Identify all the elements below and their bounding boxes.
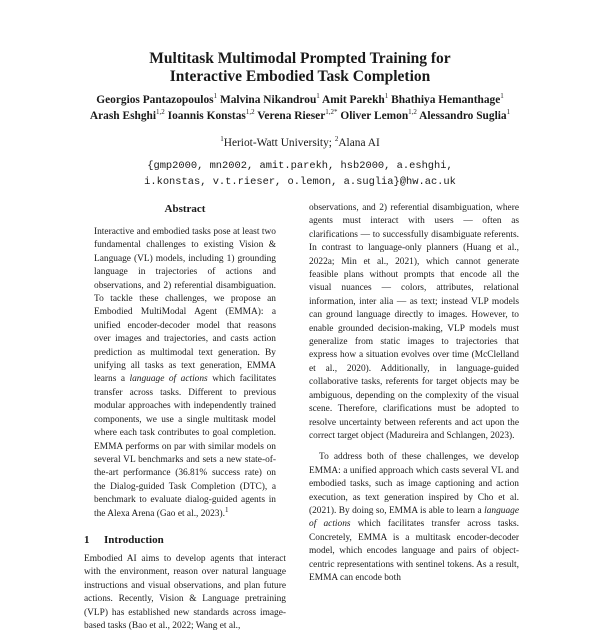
- section-number: 1: [84, 533, 90, 546]
- right-column: [309, 202, 519, 585]
- body-emphasis: language of actions: [309, 505, 519, 530]
- author-affil-mark: 1: [506, 108, 511, 117]
- affil-mark: 1: [220, 135, 224, 144]
- abstract-body: [94, 226, 276, 521]
- author-affil-mark: 1: [316, 92, 320, 101]
- email-block: [0, 158, 600, 190]
- body-text: which facilitates transfer across tasks. Concretely, EMMA is a multitask encoder-decoder model, which encodes language and pairs of object-centric representations with sentinel tokens. As a result, EMMA can encode both: [309, 519, 519, 583]
- author-affil-mark: 1,2: [245, 108, 255, 117]
- affiliations: [0, 136, 600, 150]
- author-name: Verena Rieser: [257, 110, 326, 122]
- email-line-2: i.konstas, v.t.rieser, o.lemon, a.suglia}@hw.ac.uk: [144, 176, 456, 188]
- affil-name: Alana AI: [338, 137, 380, 149]
- email-line-1: {gmp2000, mn2002, amit.parekh, hsb2000, a.eshghi,: [147, 160, 453, 172]
- body-paragraph: [309, 451, 519, 585]
- author-line-1: [0, 92, 600, 108]
- paper-title: [0, 50, 600, 86]
- author-line-2: [0, 108, 600, 124]
- author-list: [0, 92, 600, 124]
- author-name: Alessandro Suglia: [419, 110, 507, 122]
- author-name: Arash Eshghi: [89, 110, 157, 122]
- footnote-mark: 1: [224, 505, 229, 514]
- title-line-1: Multitask Multimodal Prompted Training for: [149, 50, 451, 67]
- author-affil-mark: 1: [500, 92, 504, 101]
- author-name: Ioannis Konstas: [167, 110, 246, 122]
- author-affil-mark: 1,2: [156, 108, 165, 117]
- author-affil-mark: 1: [213, 92, 218, 101]
- author-name: Amit Parekh: [322, 94, 385, 106]
- abstract-emphasis: language of actions: [129, 374, 208, 385]
- author-affil-mark: 1: [384, 92, 389, 101]
- author-name: Oliver Lemon: [340, 110, 409, 122]
- intro-paragraph: Embodied AI aims to develop agents that interact with the environment, reason over natural language instructions and visual observations, and plan future actions. Recently, Vision & Language pretraining (VLP) has established new standards across image-based tasks (Bao et al., 2022; Wang et al.,: [84, 553, 286, 631]
- affil-name: Heriot-Watt University;: [223, 137, 335, 149]
- author-name: Georgios Pantazopoulos: [96, 94, 214, 106]
- body-text: To address both of these challenges, we develop EMMA: a unified approach which casts several VL and embodied tasks, such as image captioning and action execution, as text generation inspired by Cho et al. (2021). By doing so, EMMA is able to learn a: [309, 452, 519, 516]
- abstract-text: which facilitates transfer across tasks. Different to previous modular approaches with independently trained components, we use a single multitask model where each task contributes to goal completion. EMMA performs on par with similar models on several VL benchmarks and sets a new state-of-the-art performance (36.81% success rate) on the Dialog-guided Task Completion (DTC), a benchmark to evaluate dialog-guided agents in the Alexa Arena (Gao et al., 2023).: [94, 374, 277, 519]
- affil-mark: 2: [334, 135, 339, 144]
- section-title: Introduction: [104, 533, 164, 546]
- abstract-text: Interactive and embodied tasks pose at least two fundamental challenges to existing Vision & Language (VL) models, including 1) grounding language in trajectories of actions and observations, and 2) referential disambiguation. To tackle these challenges, we propose an Embodied MultiModal Agent (EMMA): a unified encoder-decoder model that reasons over images and trajectories, and casts action prediction as multimodal text generation. By unifying all tasks as text generation, EMMA learns a: [94, 227, 276, 385]
- author-affil-mark: 1,2: [408, 108, 417, 117]
- title-line-2: Interactive Embodied Task Completion: [169, 68, 431, 85]
- section-heading: [84, 533, 286, 547]
- author-name: Malvina Nikandrou: [219, 94, 317, 106]
- author-affil-mark: 1,2*: [325, 108, 338, 117]
- left-column: [84, 202, 286, 633]
- abstract-heading: Abstract: [164, 203, 206, 215]
- author-name: Bhathiya Hemanthage: [391, 94, 501, 106]
- body-paragraph: observations, and 2) referential disambiguation, where agents must interact with users — often as clarifications — to successfully disambiguate referents. In contrast to language-only planners (Huang et al., 2022a; Min et al., 2021), which cannot generate feasible plans without prompts that encode all the visual nuances — colors, attributes, relational information, inter alia — as text; instead VLP models can ground language directly to images. However, to enable grounded decision-making, VLP models must generalize from static images to trajectories that express how a situation evolves over time (McClelland et al., 2020). Additionally, in language-guided collaborative tasks, referents for target objects may be ambiguous, depending on the complexity of the visual scene. Therefore, clarifications must be adopted to resolve uncertainty between referents and act upon the correct target object (Madureira and Schlangen, 2023).: [309, 203, 519, 441]
